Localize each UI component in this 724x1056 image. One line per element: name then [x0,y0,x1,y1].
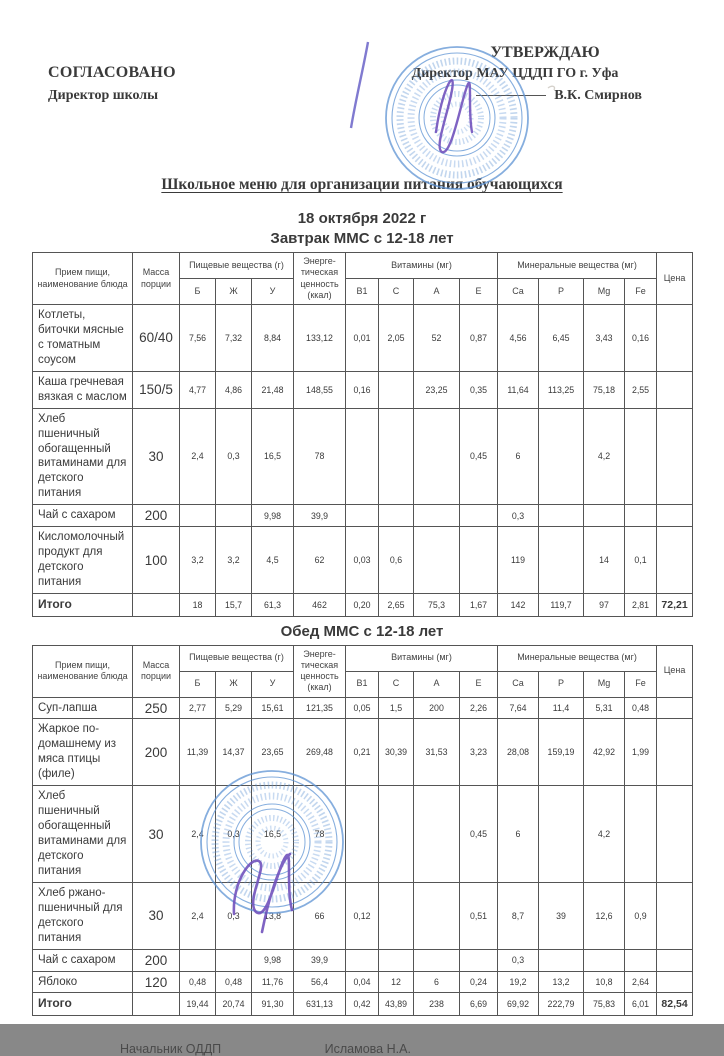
nutrient-value: 16,5 [252,408,294,505]
nutrient-value: 31,53 [414,719,460,786]
approval-header [0,0,724,154]
total-value: 19,44 [180,993,216,1016]
total-value: 6,69 [460,993,498,1016]
nutrient-value: 133,12 [294,305,346,372]
nutrient-value: 200 [414,697,460,719]
portion-mass: 250 [133,697,180,719]
col-header-protein: Б [180,279,216,305]
nutrient-value [657,505,693,527]
nutrient-value: 14,37 [216,719,252,786]
nutrient-value [414,949,460,971]
total-value: 462 [294,593,346,616]
col-header-carbs: У [252,279,294,305]
total-value: 91,30 [252,993,294,1016]
nutrient-value: 1,5 [379,697,414,719]
portion-mass: 120 [133,971,180,993]
col-header-e: E [460,671,498,697]
nutrient-value: 0,01 [346,305,379,372]
nutrient-value [539,527,584,594]
col-header-price: Цена [657,645,693,697]
nutrient-value: 3,23 [460,719,498,786]
col-header-fe: Fe [625,671,657,697]
nutrient-value: 30,39 [379,719,414,786]
nutrient-value: 8,84 [252,305,294,372]
approved-role: Директор МАУ ЦДДП ГО г. Уфа [411,66,619,81]
nutrient-value: 0,6 [379,527,414,594]
nutrient-value [625,949,657,971]
nutrient-value: 2,4 [180,786,216,883]
nutrient-value: 0,3 [216,408,252,505]
total-label: Итого [33,593,133,616]
nutrient-value: 39,9 [294,505,346,527]
nutrient-value [657,971,693,993]
col-group-nutrients: Пищевые вещества (г) [180,645,294,671]
total-value: 1,67 [460,593,498,616]
portion-mass: 60/40 [133,305,180,372]
col-header-e: E [460,279,498,305]
total-row [33,593,693,616]
nutrient-value [657,697,693,719]
nutrient-value [584,505,625,527]
nutrient-value: 0,1 [625,527,657,594]
lunch-table [32,645,693,1017]
nutrient-value [414,505,460,527]
nutrient-value [379,786,414,883]
menu-row [33,697,693,719]
signature-line [476,95,546,96]
nutrient-value [539,786,584,883]
nutrient-value: 0,48 [625,697,657,719]
col-header-energy: Энерге-тическая ценность (ккал) [294,253,346,305]
nutrient-value [460,949,498,971]
nutrient-value: 0,48 [216,971,252,993]
nutrient-value: 119 [498,527,539,594]
total-row [33,993,693,1016]
nutrient-value: 39,9 [294,949,346,971]
dish-name: Котлеты, биточки мясные с томатным соусом [33,305,133,372]
nutrient-value [657,786,693,883]
nutrient-value [414,408,460,505]
col-group-minerals: Минеральные вещества (мг) [498,645,657,671]
nutrient-value: 269,48 [294,719,346,786]
approved-name: В.К. Смирнов [554,88,642,103]
nutrient-value [379,371,414,408]
col-header-c: C [379,671,414,697]
nutrient-value: 28,08 [498,719,539,786]
nutrient-value: 0,3 [498,505,539,527]
menu-row [33,527,693,594]
nutrient-value [657,527,693,594]
dish-name: Яблоко [33,971,133,993]
agreed-label: СОГЛАСОВАНО [48,64,176,81]
total-value: 61,3 [252,593,294,616]
total-value: 43,89 [379,993,414,1016]
menu-row [33,949,693,971]
nutrient-value [216,505,252,527]
nutrient-value [346,408,379,505]
nutrient-value: 9,98 [252,949,294,971]
nutrient-value: 4,86 [216,371,252,408]
menu-row [33,882,693,949]
dish-name: Суп-лапша [33,697,133,719]
col-header-fat: Ж [216,279,252,305]
nutrient-value: 2,4 [180,882,216,949]
nutrient-value: 6 [414,971,460,993]
nutrient-value [539,949,584,971]
nutrient-value: 15,61 [252,697,294,719]
nutrient-value: 21,48 [252,371,294,408]
nutrient-value: 0,12 [346,882,379,949]
col-group-nutrients: Пищевые вещества (г) [180,253,294,279]
portion-mass: 200 [133,505,180,527]
total-price: 72,21 [657,593,693,616]
nutrient-value [657,408,693,505]
nutrient-value: 78 [294,408,346,505]
nutrient-value: 78 [294,786,346,883]
nutrient-value: 0,45 [460,408,498,505]
nutrient-value: 4,56 [498,305,539,372]
nutrient-value [657,371,693,408]
nutrient-value: 0,45 [460,786,498,883]
portion-mass: 30 [133,408,180,505]
portion-mass: 150/5 [133,371,180,408]
nutrient-value: 8,7 [498,882,539,949]
nutrient-value: 3,43 [584,305,625,372]
nutrient-value [657,305,693,372]
nutrient-value: 0,16 [625,305,657,372]
col-header-mass: Масса порции [133,253,180,305]
total-value: 20,74 [216,993,252,1016]
lunch-caption: Обед ММС с 12-18 лет [280,622,444,640]
total-value: 75,3 [414,593,460,616]
menu-row [33,305,693,372]
nutrient-value: 56,4 [294,971,346,993]
nutrient-value [414,527,460,594]
nutrient-value: 62 [294,527,346,594]
col-header-mass: Масса порции [133,645,180,697]
col-header-dish: Прием пищи, наименование блюда [33,253,133,305]
nutrient-value: 6 [498,408,539,505]
nutrient-value: 2,77 [180,697,216,719]
nutrient-value: 4,77 [180,371,216,408]
col-header-b1: B1 [346,671,379,697]
col-header-dish: Прием пищи, наименование блюда [33,645,133,697]
menu-row [33,371,693,408]
nutrient-value [657,719,693,786]
dish-name: Хлеб ржано-пшеничный для детского питания [33,882,133,949]
menu-row [33,786,693,883]
footer-role: Начальник ОДДП [120,1042,222,1056]
footer-signoff [0,1042,724,1056]
nutrient-value: 4,2 [584,786,625,883]
nutrient-value: 0,35 [460,371,498,408]
portion-mass: 30 [133,786,180,883]
nutrient-value: 4,2 [584,408,625,505]
nutrient-value: 121,35 [294,697,346,719]
footer-name: Исламова Н.А. [324,1042,411,1056]
nutrient-value: 2,4 [180,408,216,505]
dish-name: Хлеб пшеничный обогащенный витаминами для детского питания [33,408,133,505]
col-header-ca: Ca [498,671,539,697]
nutrient-value: 75,18 [584,371,625,408]
total-value: 15,7 [216,593,252,616]
nutrient-value: 6,45 [539,305,584,372]
document-date: 18 октября 2022 г [297,210,427,227]
agreed-block [48,64,176,104]
nutrient-value: 12 [379,971,414,993]
approved-label: УТВЕРЖДАЮ [490,44,600,61]
total-value: 69,92 [498,993,539,1016]
nutrient-value [625,786,657,883]
portion-mass: 200 [133,949,180,971]
nutrient-value [657,882,693,949]
nutrient-value: 0,05 [346,697,379,719]
col-header-energy: Энерге-тическая ценность (ккал) [294,645,346,697]
nutrient-value: 16,5 [252,786,294,883]
col-header-p: P [539,279,584,305]
nutrient-value: 3,2 [216,527,252,594]
nutrient-value [414,882,460,949]
nutrient-value: 2,55 [625,371,657,408]
nutrient-value: 0,3 [216,786,252,883]
nutrient-value: 5,31 [584,697,625,719]
nutrient-value: 11,4 [539,697,584,719]
total-value: 18 [180,593,216,616]
nutrient-value: 1,99 [625,719,657,786]
nutrient-value: 23,25 [414,371,460,408]
nutrient-value [625,505,657,527]
nutrient-value: 42,92 [584,719,625,786]
total-mass [133,993,180,1016]
nutrient-value: 11,76 [252,971,294,993]
nutrient-value: 12,6 [584,882,625,949]
nutrient-value: 2,05 [379,305,414,372]
nutrient-value [539,505,584,527]
nutrient-value: 23,65 [252,719,294,786]
col-header-b1: B1 [346,279,379,305]
nutrient-value: 7,64 [498,697,539,719]
nutrient-value: 10,8 [584,971,625,993]
nutrient-value: 66 [294,882,346,949]
nutrient-value [216,949,252,971]
nutrient-value: 0,48 [180,971,216,993]
dish-name: Жаркое по-домашнему из мяса птицы (филе) [33,719,133,786]
nutrient-value [657,949,693,971]
nutrient-value: 0,21 [346,719,379,786]
col-header-ca: Ca [498,279,539,305]
total-value: 2,65 [379,593,414,616]
nutrient-value [346,505,379,527]
total-value: 119,7 [539,593,584,616]
col-header-a: A [414,279,460,305]
col-group-minerals: Минеральные вещества (мг) [498,253,657,279]
total-value: 222,79 [539,993,584,1016]
nutrient-value [379,949,414,971]
menu-row [33,408,693,505]
nutrient-value [625,408,657,505]
portion-mass: 100 [133,527,180,594]
col-header-fat: Ж [216,671,252,697]
dish-name: Хлеб пшеничный обогащенный витаминами для детского питания [33,786,133,883]
nutrient-value [539,408,584,505]
nutrient-value: 13,8 [252,882,294,949]
dish-name: Кисломолочный продукт для детского питания [33,527,133,594]
dish-name: Каша гречневая вязкая с маслом [33,371,133,408]
total-value: 2,81 [625,593,657,616]
nutrient-value: 52 [414,305,460,372]
nutrient-value: 0,3 [216,882,252,949]
nutrient-value: 7,32 [216,305,252,372]
nutrient-value: 19,2 [498,971,539,993]
nutrient-value: 0,24 [460,971,498,993]
nutrient-value: 159,19 [539,719,584,786]
nutrient-value: 0,03 [346,527,379,594]
nutrient-value: 2,26 [460,697,498,719]
nutrient-value: 0,3 [498,949,539,971]
total-value: 0,20 [346,593,379,616]
total-price: 82,54 [657,993,693,1016]
nutrient-value [346,949,379,971]
nutrient-value: 0,51 [460,882,498,949]
nutrient-value: 11,64 [498,371,539,408]
breakfast-table [32,252,693,617]
nutrient-value [180,505,216,527]
nutrient-value: 5,29 [216,697,252,719]
total-value: 0,42 [346,993,379,1016]
portion-mass: 30 [133,882,180,949]
nutrient-value: 0,87 [460,305,498,372]
menu-row [33,719,693,786]
col-header-price: Цена [657,253,693,305]
breakfast-caption: Завтрак ММС с 12-18 лет [270,230,454,247]
nutrient-value [584,949,625,971]
total-value: 97 [584,593,625,616]
nutrient-value: 13,2 [539,971,584,993]
nutrient-value: 4,5 [252,527,294,594]
nutrient-value: 7,56 [180,305,216,372]
total-mass [133,593,180,616]
dish-name: Чай с сахаром [33,505,133,527]
total-value: 75,83 [584,993,625,1016]
document-title: Школьное меню для организации питания обучающихся [161,176,563,193]
col-header-carbs: У [252,671,294,697]
nutrient-value [379,882,414,949]
nutrient-value [379,408,414,505]
nutrient-value: 11,39 [180,719,216,786]
menu-row [33,971,693,993]
agreed-role: Директор школы [48,88,159,103]
dish-name: Чай с сахаром [33,949,133,971]
nutrient-value: 9,98 [252,505,294,527]
col-header-protein: Б [180,671,216,697]
approved-signatory [360,88,670,104]
total-value: 238 [414,993,460,1016]
nutrient-value [346,786,379,883]
total-value: 142 [498,593,539,616]
col-header-p: P [539,671,584,697]
nutrient-value [180,949,216,971]
nutrient-value: 0,9 [625,882,657,949]
nutrient-value [379,505,414,527]
col-group-vitamins: Витамины (мг) [346,253,498,279]
nutrient-value: 39 [539,882,584,949]
nutrient-value: 6 [498,786,539,883]
nutrient-value [460,505,498,527]
total-label: Итого [33,993,133,1016]
portion-mass: 200 [133,719,180,786]
nutrient-value: 148,55 [294,371,346,408]
col-group-vitamins: Витамины (мг) [346,645,498,671]
nutrient-value: 2,64 [625,971,657,993]
total-value: 6,01 [625,993,657,1016]
col-header-c: C [379,279,414,305]
nutrient-value: 0,04 [346,971,379,993]
col-header-mg: Mg [584,279,625,305]
approved-block [360,44,670,104]
col-header-a: A [414,671,460,697]
col-header-fe: Fe [625,279,657,305]
nutrient-value: 0,16 [346,371,379,408]
nutrient-value [414,786,460,883]
nutrient-value [460,527,498,594]
total-value: 631,13 [294,993,346,1016]
nutrient-value: 113,25 [539,371,584,408]
col-header-mg: Mg [584,671,625,697]
nutrient-value: 14 [584,527,625,594]
nutrient-value: 3,2 [180,527,216,594]
menu-row [33,505,693,527]
